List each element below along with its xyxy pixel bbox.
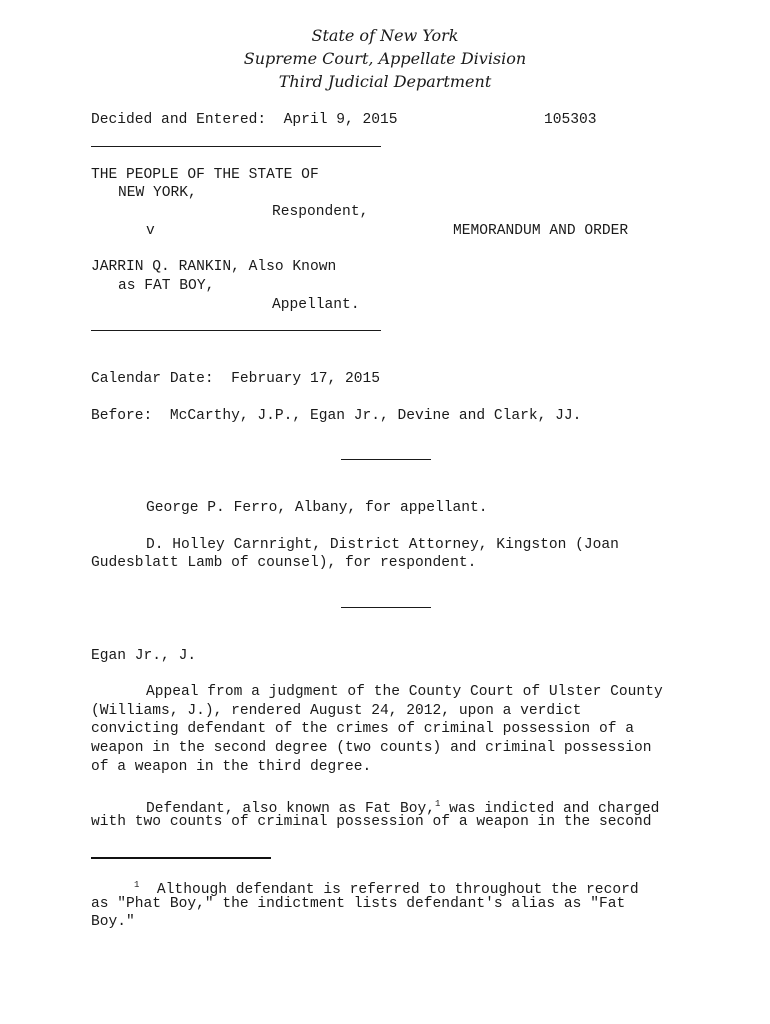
p2-line2: with two counts of criminal possession of a weapon in the second [91,814,652,830]
defendant-role: Appellant. [272,297,360,313]
footnote-separator [91,857,271,859]
court-department: Third Judicial Department [278,72,492,91]
versus: v [146,223,155,239]
caption-rule-top [91,146,381,147]
counsel-appellant: George P. Ferro, Albany, for appellant. [146,500,488,516]
p1-line: weapon in the second degree (two counts) and criminal possession [91,740,652,756]
opinion-author: Egan Jr., J. [91,648,197,664]
calendar-date: Calendar Date: February 17, 2015 [91,371,381,387]
counsel-respondent-line1: D. Holley Carnright, District Attorney, Kingston (Joan [146,537,619,553]
p1-line: convicting defendant of the crimes of criminal possession of a [91,721,634,737]
footnote-text: Although defendant is referred to throughout the record [139,882,639,898]
footnote-ref[interactable]: 1 [435,799,441,809]
section-divider-2 [341,607,431,608]
footnote-line2: as "Phat Boy," the indictment lists defendant's alias as "Fat [91,896,626,912]
decided-date: Decided and Entered: April 9, 2015 [91,112,398,128]
defendant-line1: JARRIN Q. RANKIN, Also Known [91,259,337,275]
p2-text-after: was indicted and charged [440,801,660,817]
court-name: State of New York [311,26,459,45]
p1-line: of a weapon in the third degree. [91,759,372,775]
counsel-respondent-line2: Gudesblatt Lamb of counsel), for respondent. [91,555,477,571]
defendant-line2: as FAT BOY, [118,278,215,294]
document-type: MEMORANDUM AND ORDER [453,223,629,239]
plaintiff-line1: THE PEOPLE OF THE STATE OF [91,167,319,183]
court-division: Supreme Court, Appellate Division [243,49,527,68]
footnote-line3: Boy." [91,914,135,930]
plaintiff-role: Respondent, [272,204,369,220]
before-panel: Before: McCarthy, J.P., Egan Jr., Devine and Clark, JJ. [91,408,582,424]
p2-text-before: Defendant, also known as Fat Boy, [146,801,436,817]
plaintiff-line2: NEW YORK, [118,185,197,201]
docket-number: 105303 [544,112,597,128]
caption-rule-bottom [91,330,381,331]
footnote-marker: 1 [134,880,140,890]
section-divider-1 [341,459,431,460]
p1-line: Appeal from a judgment of the County Court of Ulster County [146,684,663,700]
p1-line: (Williams, J.), rendered August 24, 2012, upon a verdict [91,703,582,719]
